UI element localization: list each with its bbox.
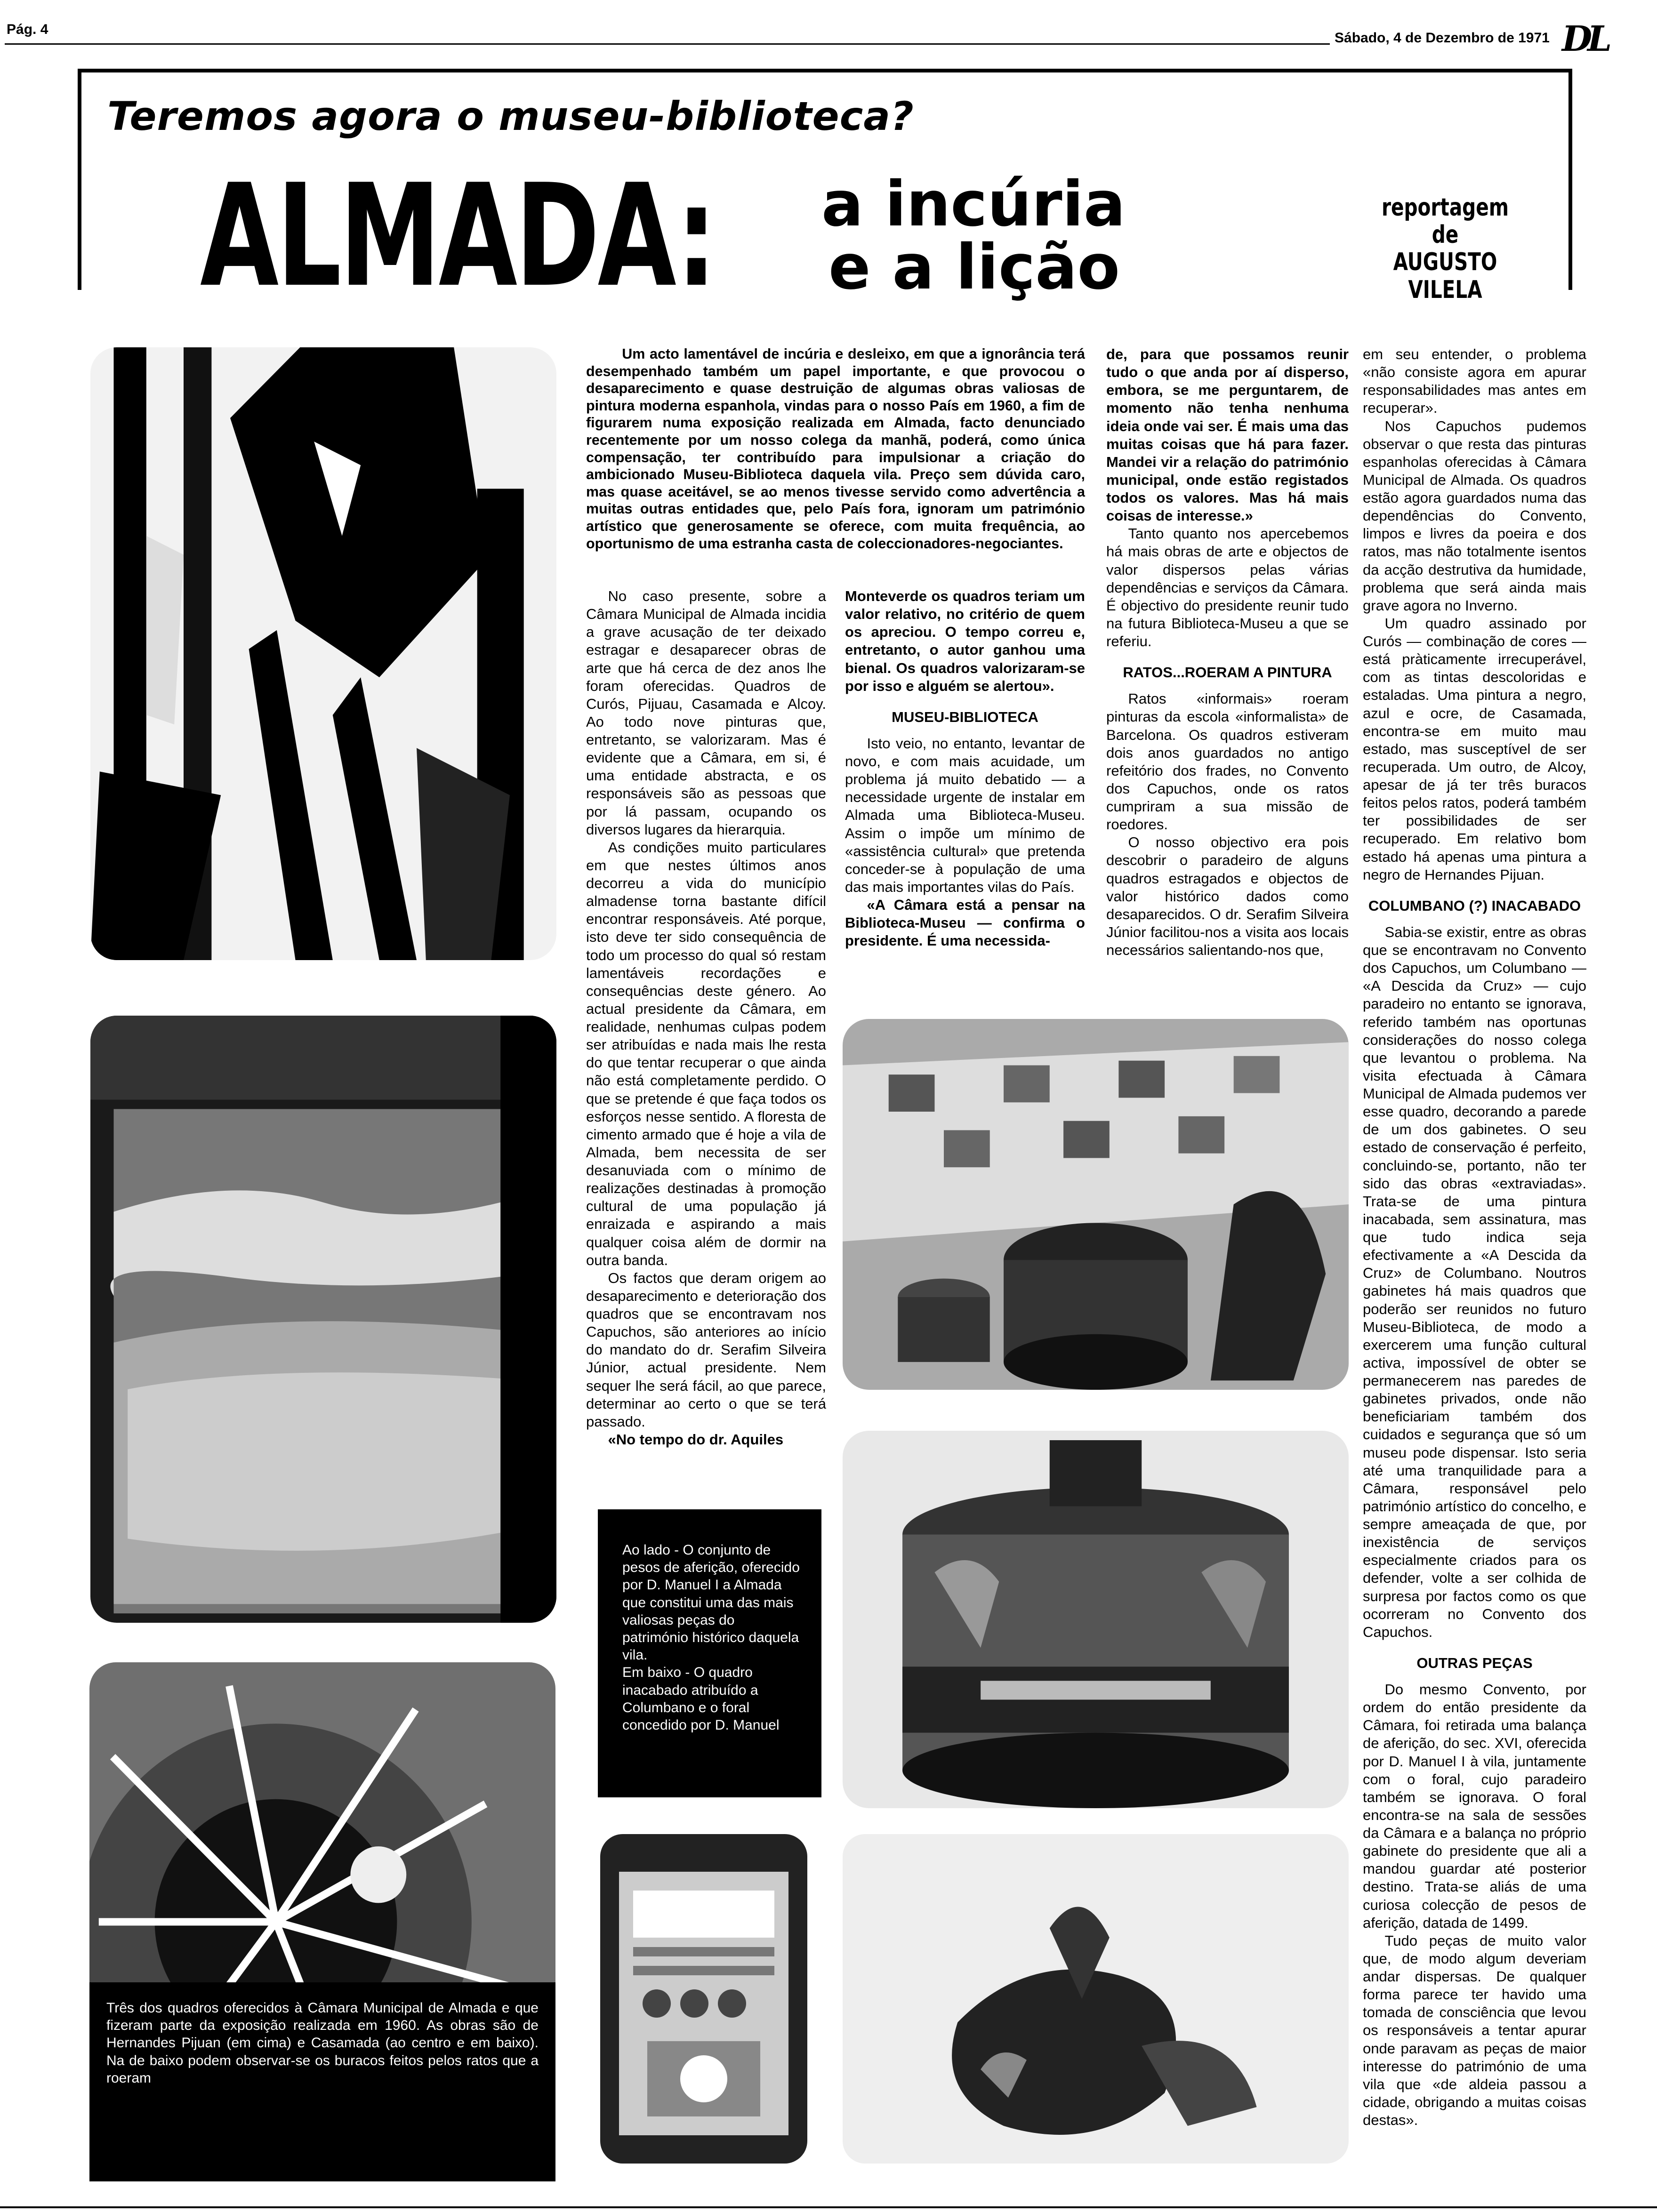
byline — [1368, 194, 1522, 304]
lead-paragraph: Um acto lamentável de incúria e desleixo, em que a ignorância terá desempenhado também um papel importante, e que provocou o desaparecimento e quase destruição de algumas obras valiosas de pintura moderna espanhola, vindas para o nosso País em 1960, a fim de figurarem numa exposição realizada em Almada, facto denunciado recentemente por um nosso colega da manhã, poderá, como única compensação, ter contribuído para impulsionar a criação do ambicionado Museu-Biblioteca daquela vila. Preço sem dúvida caro, mas quase aceitável, se ao menos tivesse servido como advertência a muitas outras entidades que, pelo País fora, ignoram um património artístico que generosamente se oferece, com muita frequência, ao oportunismo de uma estranha casta de coleccionadores-negociantes. — [586, 346, 1085, 552]
photo-foral — [600, 1834, 807, 2164]
newspaper-logo: DL — [1562, 19, 1608, 59]
subheadline-line-2: e a lição — [828, 231, 1120, 304]
article-column-3 — [1106, 345, 1349, 959]
paragraph: Sabia-se existir, entre as obras que se encontravam no Convento dos Capuchos, um Columbano — «A Descida da Cruz» — cujo paradeiro no entanto se ignorava, referido também nas oportunas considerações do nosso colega que levantou o problema. Na visita efectuada à Câmara Municipal de Almada pudemos ver esse quadro, decorando a parede de um dos gabinetes. O seu estado de conservação é perfeito, concluindo-se, portanto, não ter sido das obras «extraviadas». Trata-se de uma pintura inacabada, sem assinatura, mas que tudo indica seja efectivamente a «A Descida da Cruz» de Columbano. Noutros gabinetes há mais quadros que poderão ser reunidos no futuro Museu-Biblioteca, de modo a exercerem uma função cultural activa, impossível de obter se permanecerem nas paredes de gabinetes privados, onde não beneficiariam também dos cuidados e segurança que só um museu pode dispensar. Isto seria até uma tranquilidade para a Câmara, responsável pelo património artístico do concelho, e sempre ameaçada de que, por inexistência de serviços especialmente criados para os defender, volte a ser colhida de surpresa por factos como os que ocorreram no Convento dos Capuchos. — [1363, 923, 1586, 1640]
paragraph: Isto veio, no entanto, levantar de novo, e com mais acuidade, um problema já muito debatido — a necessidade urgente de instalar em Almada uma Biblioteca-Museu. Assim o impõe um mínimo de «assistência cultural» que pretenda conceder-se à população de uma das mais importantes vilas do País. — [845, 735, 1085, 895]
article-column-1 — [586, 587, 826, 1449]
subheadline-line-1: a incúria — [821, 168, 1126, 240]
subhead-outras-pecas: OUTRAS PEÇAS — [1416, 1654, 1533, 1671]
issue-date: Sábado, 4 de Dezembro de 1971 — [1335, 30, 1550, 46]
paragraph: Do mesmo Convento, por ordem do então presidente da Câmara, foi retirada uma balança de aferição, do sec. XVI, oferecida por D. Manuel I à vila, juntamente com o foral, cujo paradeiro também se ignorava. O foral encontra-se na sala de sessões da Câmara e a balança no próprio gabinete do presidente que ali a mandou guardar até posterior destino. Trata-se aliás de uma curiosa colecção de pesos de aferição, datada de 1499. — [1363, 1681, 1586, 1931]
paragraph: Um quadro assinado por Curós — combinação de cores — está pràticamente irrecuperável, com as tintas descoloridas e estaladas. Uma pintura a negro, azul e ocre, de Casamada, encontra-se em muito mau estado, mas susceptível de ser recuperada. Um outro, de Alcoy, apesar de já ter três buracos feitos pelos ratos, poderá também ter possibilidades de ser recuperado. Em relativo bom estado há apenas uma pintura a negro de Hernandes Pijuan. — [1363, 615, 1586, 883]
footer-rule — [0, 2206, 1657, 2208]
byline-reportagem: reportagem — [1382, 193, 1509, 222]
photo-casamada-painting-center — [90, 1016, 556, 1623]
paragraph: Ratos «informais» roeram pinturas da escola «informalista» de Barcelona. Os quadros estiveram dois anos guardados no antigo refeitório dos frades, no Convento dos Capuchos, onde os ratos cumpriram a sua missão de roedores. — [1106, 690, 1349, 833]
photo-pijuan-painting — [90, 347, 556, 960]
article-column-2 — [845, 587, 1085, 950]
paragraph: Tudo peças de muito valor que, de modo algum deveriam andar dispersas. De qualquer forma parece ter havido uma tomada de consciência que levou os responsáveis a tentar apurar onde paravam as peças de maior interesse do património de uma vila que «de aldeia passou a cidade, obrigando a muitas coisas destas». — [1363, 1932, 1586, 2128]
paragraph: Tanto quanto nos apercebemos há mais obras de arte e objectos de valor dispersos pelas várias dependências e serviços da Câmara. É objectivo do presidente reunir tudo na futura Biblioteca-Museu a que se referiu. — [1106, 525, 1349, 649]
kicker: Teremos agora o museu-biblioteca? — [107, 93, 914, 139]
paragraph: em seu entender, o problema «não consiste agora em apurar responsabilidades mas antes em recuperar». — [1363, 346, 1586, 417]
paragraph: O nosso objectivo era pois descobrir o paradeiro de alguns quadros estragados e objectos de valor histórico dados como desaparecidos. O dr. Serafim Silveira Júnior facilitou-nos a visita aos locais necessários salientando-nos que, — [1106, 834, 1349, 958]
subhead-columbano: COLUMBANO (?) INACABADO — [1368, 897, 1581, 914]
photo-columbano-painting — [843, 1834, 1349, 2164]
paragraph: de, para que possamos reunir tudo o que anda por aí disperso, embora, se me perguntarem, de momento não tenha nenhuma ideia onde vai ser. É mais uma das muitas coisas que há para fazer. Mandei vir a relação do património municipal, onde estão registados todos os valores. Mas há mais coisas de interesse.» — [1106, 346, 1349, 524]
page-number: Pág. 4 — [7, 22, 48, 37]
article-column-4 — [1363, 345, 1586, 2129]
paragraph: As condições muito particulares em que nestes últimos anos decorreu a vida do município almadense torna bastante difícil encontrar responsáveis. Até porque, isto deve ter sido consequência de todo um processo do qual só restam lamentáveis recordações e consequências deste género. Ao actual presidente da Câmara, em realidade, nenhumas culpas podem ser atribuídas e nada mais lhe resta do que tentar recuperar o que ainda não está completamente perdido. O que se pretende é que faça todos os esforços nesse sentido. A floresta de cimento armado que é hoje a vila de Almada, bem necessita de ser desanuviada com o mínimo de realizações destinadas à promoção cultural de uma população já enraizada e aspirando a mais qualquer coisa além de dormir na outra banda. — [586, 839, 826, 1268]
paragraph: «No tempo do dr. Aquiles — [608, 1431, 784, 1448]
paragraph: No caso presente, sobre a Câmara Municipal de Almada incidia a grave acusação de ter deixado estragar e desaparecer obras de arte que há cerca de dez anos lhe foram oferecidas. Quadros de Curós, Pijuau, Casamada e Alcoy. Ao todo nove pinturas que, entretanto, se valorizaram. Mas é evidente que a Câmara, em si, é uma entidade abstracta, e os responsáveis são as pessoas que por lá passam, ocupando os diversos lugares da hierarquia. — [586, 588, 826, 838]
paragraph: Os factos que deram origem ao desaparecimento e deterioração dos quadros que se encontravam nos Capuchos, são anteriores ao início do mandato do dr. Serafim Silveira Júnior, actual presidente. Nem sequer lhe será fácil, ao que parece, determinar ao certo o que se terá passado. — [586, 1269, 826, 1430]
byline-de: de — [1432, 221, 1459, 249]
paragraph: Monteverde os quadros teriam um valor relativo, no critério de quem os apreciou. O tempo correu e, entretanto, o autor ganhou uma bienal. Os quadros valorizaram-se por isso e alguém se alertou». — [845, 588, 1085, 694]
byline-author: AUGUSTO VILELA — [1393, 248, 1497, 304]
subhead-museu-biblioteca: MUSEU-BIBLIOTECA — [892, 708, 1038, 725]
caption-weights: Ao lado - O conjunto de pesos de aferição, oferecido por D. Manuel I a Almada que constitui uma das mais valiosas peças do património histórico daquela vila. Em baixo - O quadro inacabado atribuído a Columbano e o foral concedido por D. Manuel — [598, 1509, 821, 1797]
headline: ALMADA: — [200, 154, 715, 318]
paragraph: Nos Capuchos pudemos observar o que resta das pinturas espanholas oferecidas à Câmara Municipal de Almada. Os quadros estão agora guardados numa das dependências do Convento, limpos e livres da poeira e dos ratos, mas não totalmente isentos da acção destrutiva da humidade, problema que será ainda mais grave agora no Inverno. — [1363, 417, 1586, 614]
photo-weights-closeup — [843, 1431, 1349, 1808]
caption-paintings: Três dos quadros oferecidos à Câmara Municipal de Almada e que fizeram parte da exposição realizada em 1960. As obras são de Hernandes Pijuan (em cima) e Casamada (ao centro e em baixo). Na de baixo podem observar-se os buracos feitos pelos ratos que a roeram — [89, 1982, 555, 2181]
header-rule — [5, 43, 1330, 45]
subhead-ratos: RATOS...ROERAM A PINTURA — [1123, 664, 1332, 681]
paragraph: «A Câmara está a pensar na Biblioteca-Museu — confirma o presidente. É uma necessida- — [845, 897, 1085, 949]
photo-weights-table — [843, 1019, 1349, 1390]
